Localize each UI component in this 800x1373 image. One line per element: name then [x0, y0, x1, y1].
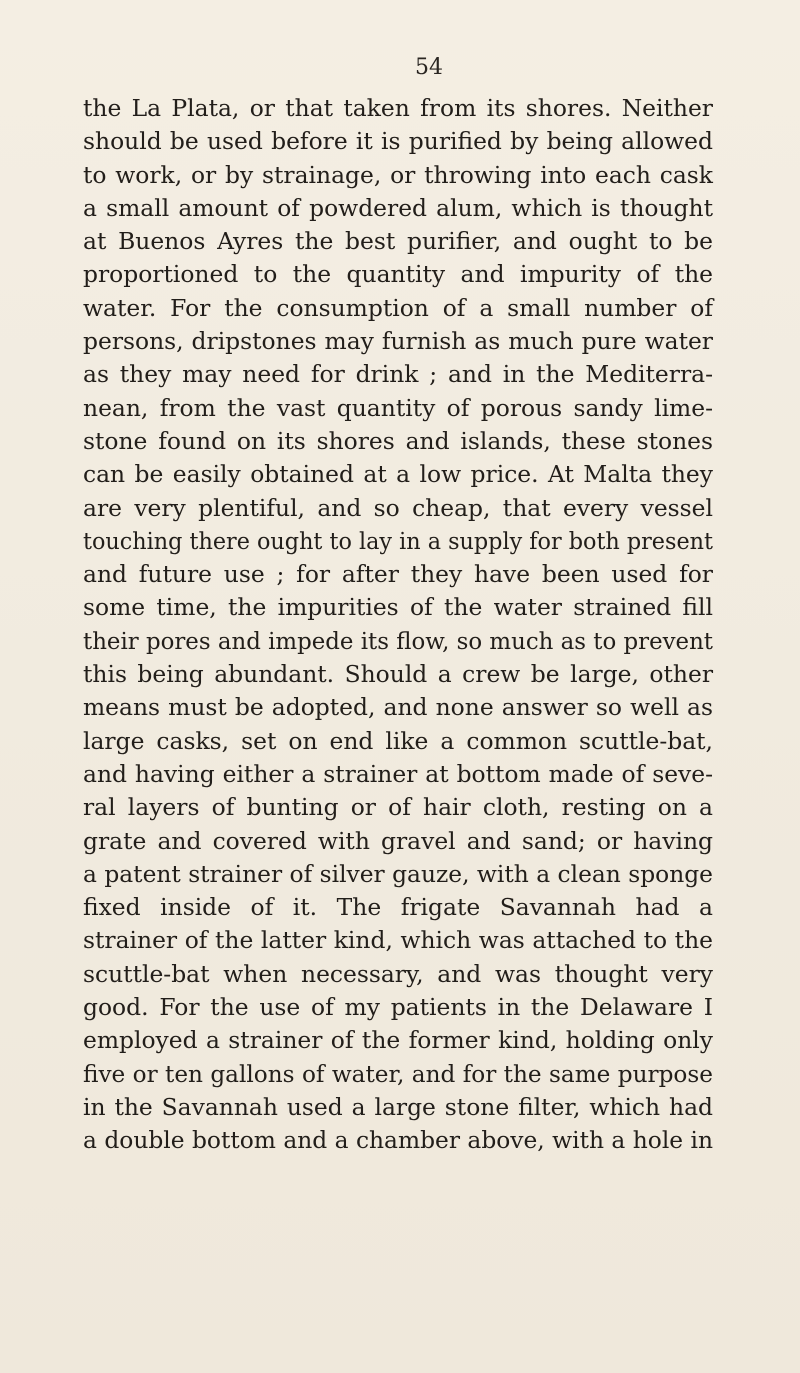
text-line: scuttle-bat when necessary, and was thought very	[83, 959, 713, 988]
text-line: water. For the consumption of a small number of	[83, 293, 713, 322]
text-line: a double bottom and a chamber above, with a hole in	[83, 1126, 713, 1155]
text-line: good. For the use of my patients in the Delaware I	[83, 993, 713, 1022]
text-line: persons, dripstones may furnish as much pure water	[83, 327, 713, 356]
text-line: as they may need for drink ; and in the Mediterra-	[83, 360, 713, 389]
text-line: grate and covered with gravel and sand; or having	[83, 826, 713, 855]
text-line: the La Plata, or that taken from its shores. Neither	[83, 94, 713, 122]
text-line: are very plentiful, and so cheap, that every vessel	[83, 493, 713, 522]
text-line: some time, the impurities of the water strained fill	[83, 593, 713, 622]
text-line: this being abundant. Should a crew be large, other	[83, 660, 713, 689]
text-line: employed a strainer of the former kind, holding only	[83, 1026, 713, 1055]
text-line: to work, or by strainage, or throwing into each cask	[83, 160, 713, 189]
text-line: and having either a strainer at bottom made of seve-	[83, 759, 713, 788]
text-line: stone found on its shores and islands, these stones	[83, 426, 713, 455]
text-line: their pores and impede its flow, so much as to prevent	[83, 626, 713, 655]
text-line: a patent strainer of silver gauze, with a clean sponge	[83, 859, 713, 888]
text-line: should be used before it is purified by being allowed	[83, 127, 713, 156]
text-line: ral layers of bunting or of hair cloth, resting on a	[83, 793, 713, 822]
text-line: five or ten gallons of water, and for the same purpose	[83, 1059, 713, 1088]
text-line: can be easily obtained at a low price. At Malta they	[83, 460, 713, 489]
text-line: fixed inside of it. The frigate Savannah had a	[83, 893, 713, 922]
text-line: proportioned to the quantity and impurity of the	[83, 260, 713, 289]
body-text	[83, 92, 713, 1158]
page-number: 54	[415, 55, 443, 80]
text-line: touching there ought to lay in a supply for both present	[83, 526, 713, 555]
text-line: and future use ; for after they have been used for	[83, 560, 713, 589]
text-line: a small amount of powdered alum, which is thought	[83, 193, 713, 222]
text-line: nean, from the vast quantity of porous sandy lime-	[83, 393, 713, 422]
text-line: strainer of the latter kind, which was attached to the	[83, 926, 713, 955]
text-line: means must be adopted, and none answer so well as	[83, 693, 713, 722]
text-line: at Buenos Ayres the best purifier, and ought to be	[83, 227, 713, 256]
text-line: large casks, set on end like a common scuttle-bat,	[83, 726, 713, 755]
text-line: in the Savannah used a large stone filter, which had	[83, 1092, 713, 1121]
